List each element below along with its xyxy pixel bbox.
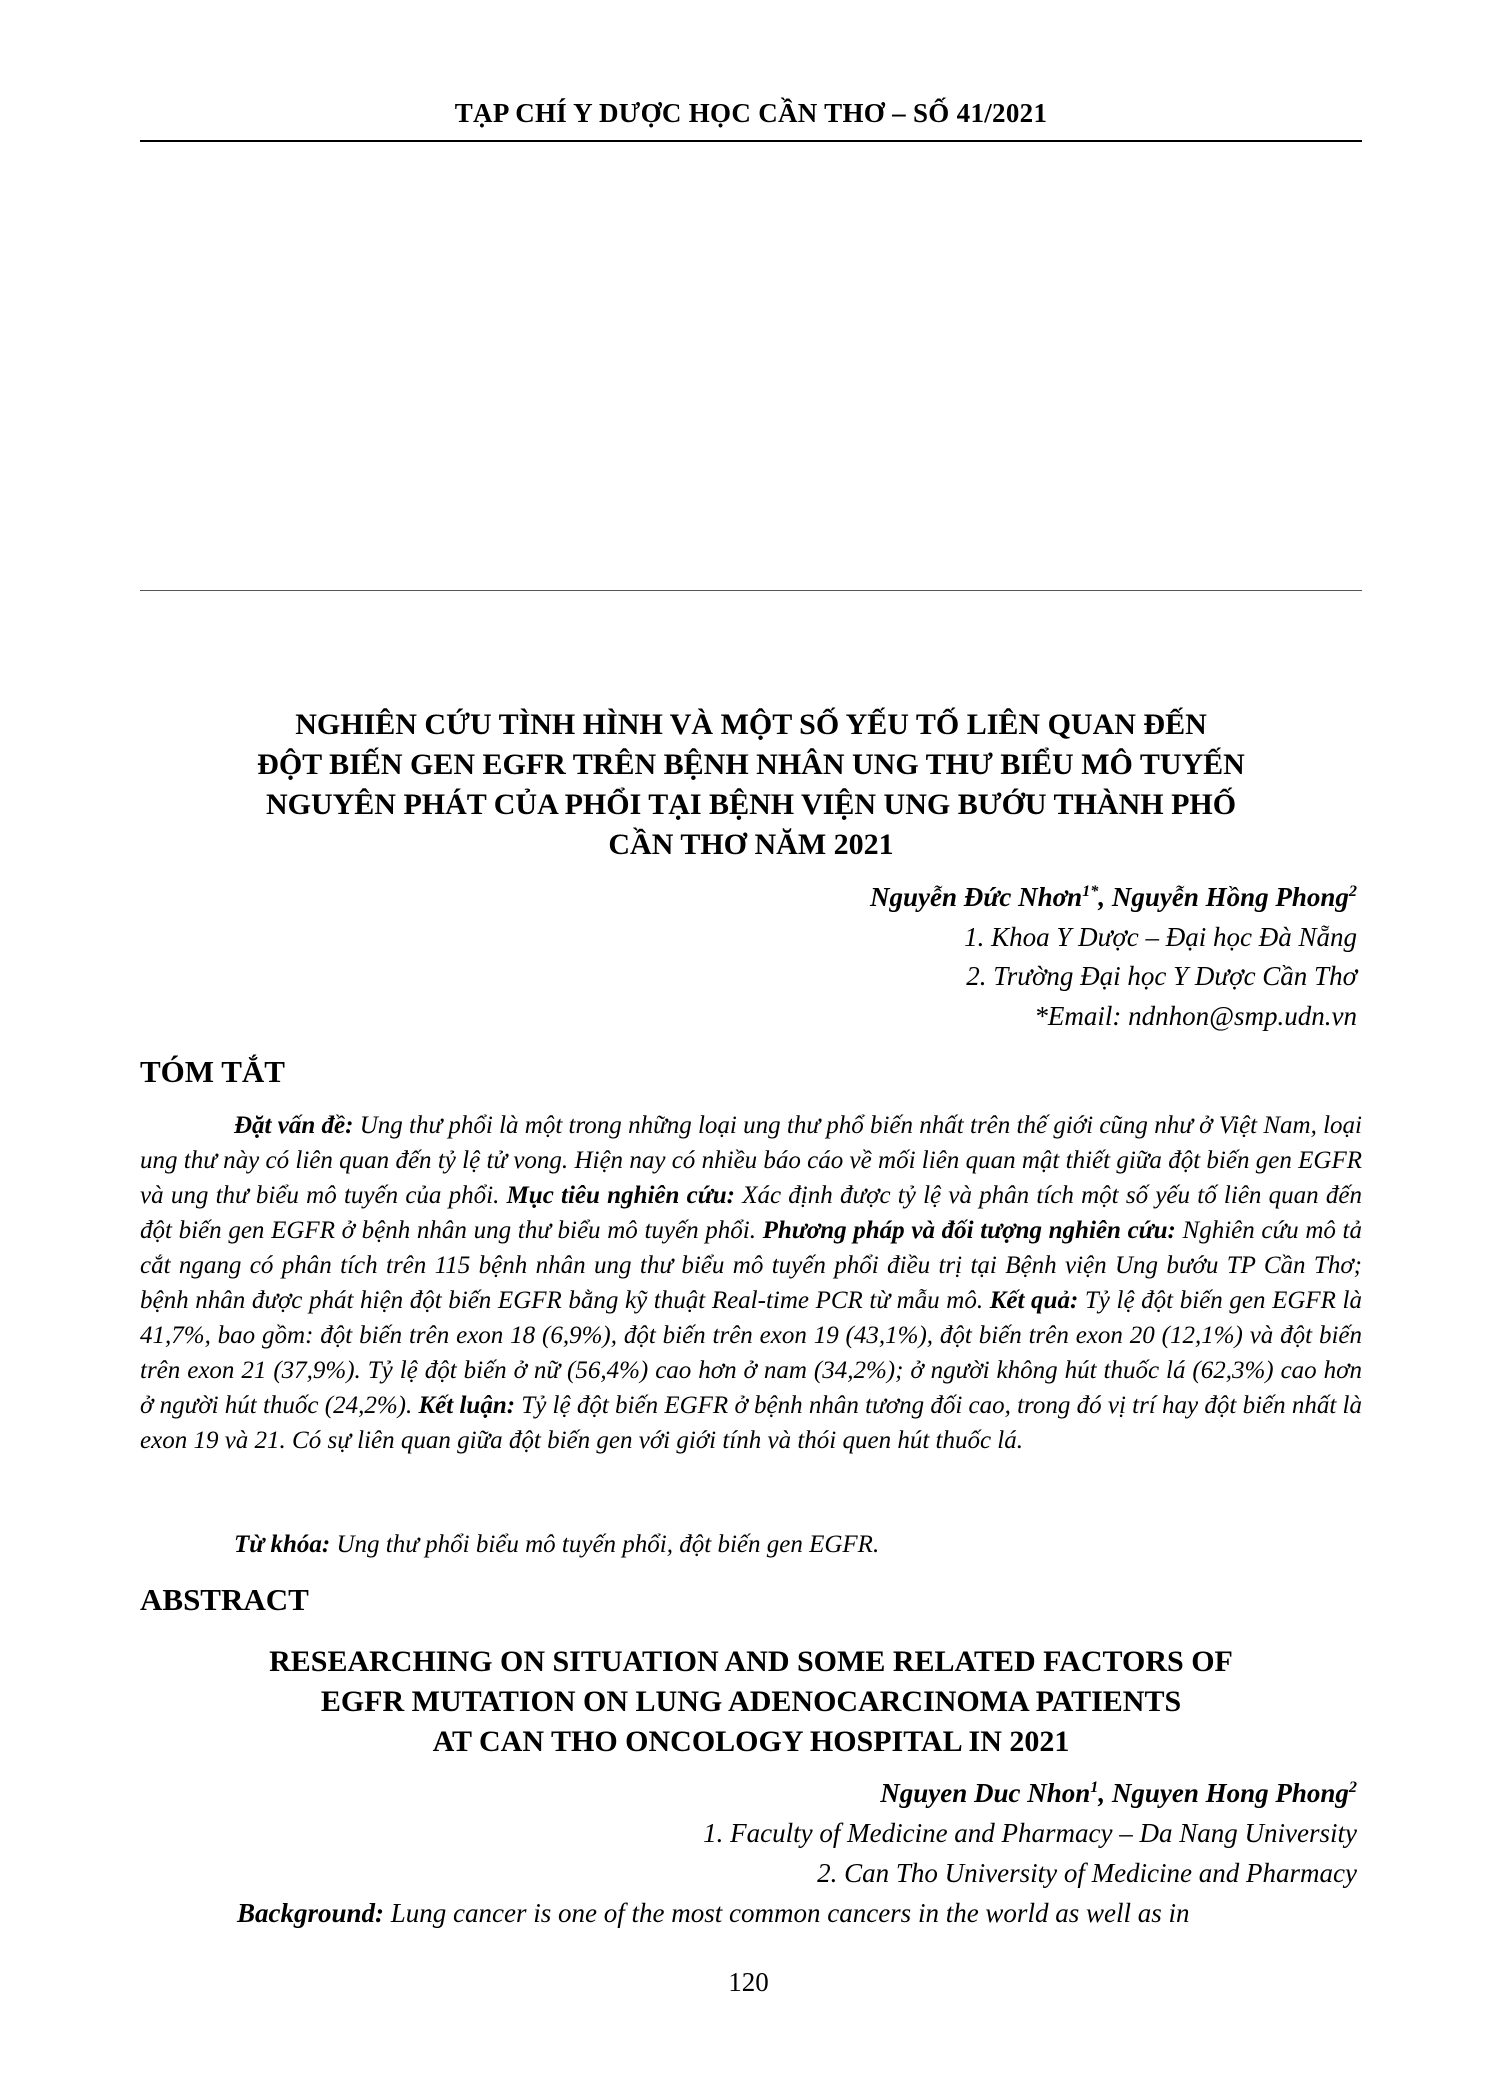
abstract-heading: ABSTRACT [140,1582,309,1617]
author-affiliation-mark: 2 [1348,882,1357,900]
vietnamese-title-line: CẦN THƠ NĂM 2021 [608,828,894,861]
author-name: Nguyễn Đức Nhơn [869,882,1083,912]
abstract-text: Tỷ lệ đột biến gen EGFR là 41,7%, bao gồm: đột biến trên exon 18 (6,9%), đột biến trên exon 19 (43,1%), đột biến trên exon 20 (12,1%) và đột biến trên exon 21 (37,9%). Tỷ lệ đột biến ở nữ (56,4%) cao hơn ở nam (34,2%); ở người không hút thuốc lá (62,3%) cao hơn ở người hút thuốc (24,2%). [140,1287,1362,1419]
vietnamese-title-line: NGUYÊN PHÁT CỦA PHỔI TẠI BỆNH VIỆN UNG BƯỚU THÀNH PHỐ [265,788,1237,821]
author-separator: , [1098,1778,1112,1808]
abstract-label: Kết quả: [989,1287,1079,1314]
abstract-text: Xác định được tỷ lệ và phân tích một số yếu tố liên quan đến đột biến gen EGFR ở bệnh nhân ung thư biểu mô tuyến phổi. [140,1182,1362,1244]
vietnamese-affiliation-2: 2. Trường Đại học Y Dược Cần Thơ [966,961,1357,991]
author-name: Nguyen Hong Phong [1111,1778,1349,1808]
english-affiliation-2: 2. Can Tho University of Medicine and Pharmacy [817,1858,1357,1888]
english-affiliation-1: 1. Faculty of Medicine and Pharmacy – Da Nang University [703,1818,1357,1848]
abstract-text: Ung thư phổi là một trong những loại ung thư phổ biến nhất trên thế giới cũng như ở Việt Nam, loại ung thư này có liên quan đến tỷ lệ tử vong. Hiện nay có nhiều báo cáo về mối liên quan mật thiết giữa đột biến gen EGFR và ung thư biểu mô tuyến của phổi. [140,1112,1363,1209]
author-name: Nguyen Duc Nhon [880,1778,1091,1808]
author-name: Nguyễn Hồng Phong [1111,882,1349,912]
abstract-label: Mục tiêu nghiên cứu: [506,1182,735,1209]
vietnamese-abstract [140,1108,1362,1458]
abstract-text: Nghiên cứu mô tả cắt ngang có phân tích trên 115 bệnh nhân ung thư biểu mô tuyến phổi điều trị tại Bệnh viện Ung bướu TP Cần Thơ; bệnh nhân được phát hiện đột biến EGFR bằng kỹ thuật Real-time PCR từ mẫu mô. [140,1217,1363,1314]
abstract-label: Đặt vấn đề: [234,1112,354,1139]
english-background [237,1898,1189,1929]
header-rule [140,140,1362,142]
abstract-label: Phương pháp và đối tượng nghiên cứu: [762,1217,1176,1244]
author-affiliation-mark: 2 [1348,1778,1357,1796]
page-number: 120 [728,1967,769,1997]
keywords-text: Ung thư phổi biểu mô tuyến phổi, đột biến gen EGFR. [330,1531,880,1558]
keywords [234,1531,879,1559]
section-divider [140,590,1362,591]
abstract-text: Tỷ lệ đột biến EGFR ở bệnh nhân tương đối cao, trong đó vị trí hay đột biến nhất là exon 19 và 21. Có sự liên quan giữa đột biến gen với giới tính và thói quen hút thuốc lá. [140,1392,1363,1454]
english-title-line: AT CAN THO ONCOLOGY HOSPITAL IN 2021 [432,1725,1070,1758]
background-text: Lung cancer is one of the most common cancers in the world as well as in [384,1898,1190,1928]
corresponding-email: *Email: ndnhon@smp.udn.vn [1034,1001,1357,1031]
english-title-line: EGFR MUTATION ON LUNG ADENOCARCINOMA PATIENTS [320,1685,1182,1718]
vietnamese-title-line: NGHIÊN CỨU TÌNH HÌNH VÀ MỘT SỐ YẾU TỐ LIÊN QUAN ĐẾN [295,708,1207,741]
background-label: Background: [237,1898,385,1928]
tom-tat-heading: TÓM TẮT [140,1054,285,1089]
vietnamese-authors [870,882,1357,913]
author-affiliation-mark: 1 [1090,1778,1099,1796]
english-authors [880,1778,1357,1809]
vietnamese-title [150,705,1352,865]
english-title-line: RESEARCHING ON SITUATION AND SOME RELATED FACTORS OF [269,1645,1233,1678]
vietnamese-affiliation-1: 1. Khoa Y Dược – Đại học Đà Nẵng [964,922,1357,952]
journal-header: TẠP CHÍ Y DƯỢC HỌC CẦN THƠ – SỐ 41/2021 [454,98,1048,128]
english-title [150,1642,1352,1762]
author-affiliation-mark: 1* [1082,882,1099,900]
author-separator: , [1098,882,1112,912]
keywords-label: Từ khóa: [234,1531,331,1558]
vietnamese-title-line: ĐỘT BIẾN GEN EGFR TRÊN BỆNH NHÂN UNG THƯ BIỂU MÔ TUYẾN [257,748,1245,781]
abstract-label: Kết luận: [418,1392,516,1419]
